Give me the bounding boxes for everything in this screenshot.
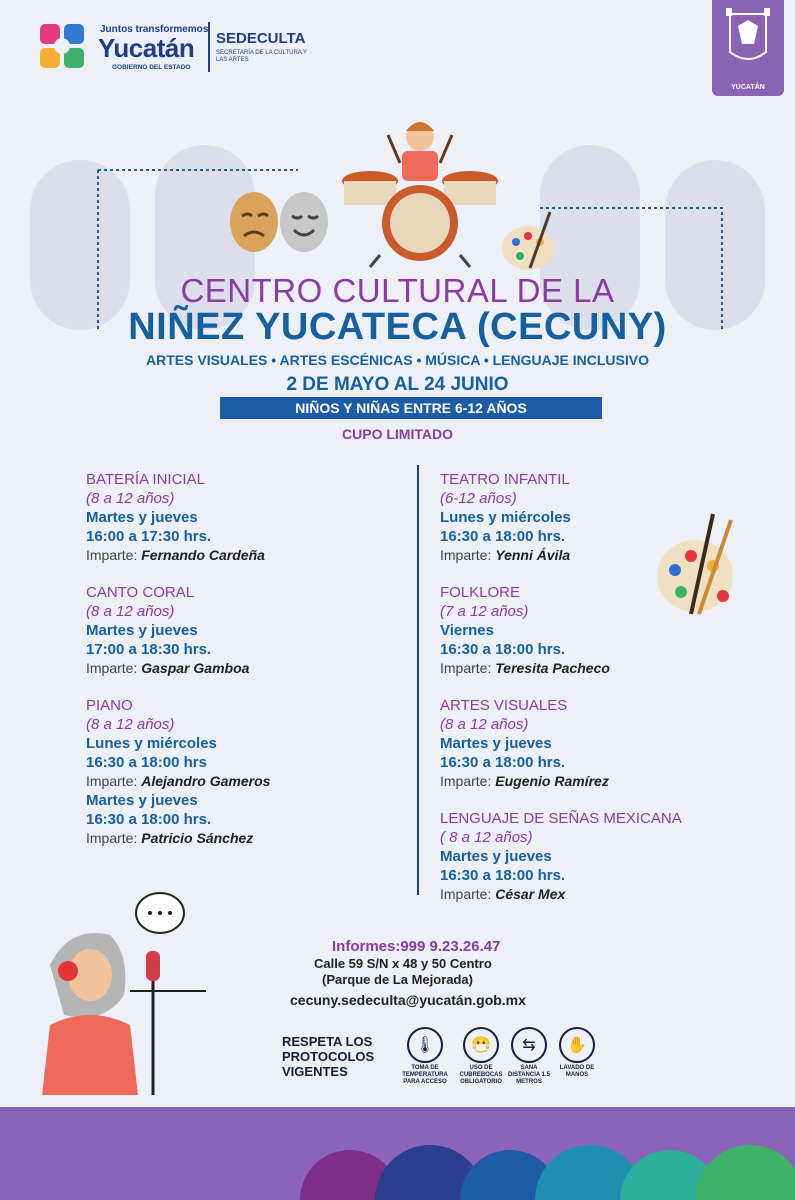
bottom-decoration <box>0 1095 795 1200</box>
course-teacher: Imparte: Alejandro Gameros <box>86 773 271 789</box>
gov-small-text: Juntos transformemos <box>100 24 209 35</box>
mask-icon: 😷 <box>463 1027 499 1063</box>
sedeculta-subtitle: SECRETARÍA DE LA CULTURA Y LAS ARTES <box>216 50 307 63</box>
yucatan-crest <box>712 0 784 96</box>
course-time: 16:30 a 18:00 hrs. <box>440 754 566 771</box>
course-name: ARTES VISUALES <box>440 697 568 714</box>
course-age: (7 a 12 años) <box>440 603 529 620</box>
course-time-2: 16:30 a 18:00 hrs. <box>86 811 212 828</box>
courses-left <box>86 470 406 866</box>
course-name: PIANO <box>86 697 133 714</box>
course <box>440 583 760 678</box>
course-name: FOLKLORE <box>440 584 521 601</box>
course-age: (8 a 12 años) <box>86 490 175 507</box>
protocols-title: RESPETA LOS PROTOCOLOS VIGENTES <box>282 1034 375 1079</box>
paint-palette-icon <box>500 208 560 278</box>
protocol-distance: ⇆ SANA DISTANCIA 1.5 METROS <box>506 1027 552 1086</box>
contact-email[interactable]: cecuny.sedeculta@yucatán.gob.mx <box>290 992 526 1008</box>
dates: 2 DE MAYO AL 24 JUNIO <box>286 374 509 395</box>
course-days: Martes y jueves <box>440 848 552 865</box>
course-days: Lunes y miércoles <box>440 509 571 526</box>
course-name: TEATRO INFANTIL <box>440 471 570 488</box>
sedeculta-name: SEDECULTA <box>216 30 306 47</box>
course-teacher: Imparte: Yenni Ávila <box>440 547 571 563</box>
header <box>0 0 795 100</box>
course-days: Martes y jueves <box>86 509 198 526</box>
crest-icon <box>712 0 784 80</box>
course-age: (6-12 años) <box>440 490 517 507</box>
course-days: Lunes y miércoles <box>86 735 217 752</box>
contact-address: Calle 59 S/N x 48 y 50 Centro <box>314 956 492 971</box>
course <box>86 583 406 678</box>
course-teacher: Imparte: César Mex <box>440 886 566 902</box>
protocol-mask: 😷 USO DE CUBREBOCAS OBLIGATORIO <box>458 1027 504 1086</box>
gov-subtitle: GOBIERNO DEL ESTADO <box>112 64 191 71</box>
gov-name: Yucatán <box>98 33 195 63</box>
course-teacher: Imparte: Teresita Pacheco <box>440 660 610 676</box>
course-name: CANTO CORAL <box>86 584 195 601</box>
course-days: Martes y jueves <box>86 622 198 639</box>
course <box>86 696 406 848</box>
singer-illustration <box>20 885 230 1095</box>
course-age: (8 a 12 años) <box>86 603 175 620</box>
course-name: BATERÍA INICIAL <box>86 471 205 488</box>
course-time: 16:30 a 18:00 hrs <box>86 754 207 771</box>
course-age: (8 a 12 años) <box>86 716 175 733</box>
drummer-illustration <box>340 115 500 270</box>
contact-address-note: (Parque de La Mejorada) <box>322 972 473 987</box>
ages-band: NIÑOS Y NIÑAS ENTRE 6-12 AÑOS <box>295 400 527 416</box>
course-time: 17:00 a 18:30 hrs. <box>86 641 212 658</box>
course-name: LENGUAJE DE SEÑAS MEXICANA <box>440 810 682 827</box>
course-days: Viernes <box>440 622 494 639</box>
course <box>440 470 760 565</box>
limited-capacity: CUPO LIMITADO <box>342 426 453 442</box>
disciplines: ARTES VISUALES • ARTES ESCÉNICAS • MÚSICA • LENGUAJE INCLUSIVO <box>146 352 649 368</box>
course-time: 16:00 a 17:30 hrs. <box>86 528 212 545</box>
contact-phone: Informes:999 9.23.26.47 <box>332 938 501 955</box>
distance-icon: ⇆ <box>511 1027 547 1063</box>
course-teacher: Imparte: Eugenio Ramírez <box>440 773 609 789</box>
protocol-handwash: ✋ LAVADO DE MANOS <box>554 1027 600 1079</box>
course <box>86 470 406 565</box>
course-days-2: Martes y jueves <box>86 792 198 809</box>
title-line1: CENTRO CULTURAL DE LA <box>180 272 615 309</box>
course-age: ( 8 a 12 años) <box>440 829 533 846</box>
course <box>440 696 760 791</box>
course-days: Martes y jueves <box>440 735 552 752</box>
course <box>440 809 760 904</box>
theater-masks-icon <box>224 188 334 258</box>
course-teacher: Imparte: Gaspar Gamboa <box>86 660 250 676</box>
column-divider <box>417 465 419 895</box>
course-teacher-2: Imparte: Patricio Sánchez <box>86 830 254 846</box>
course-teacher: Imparte: Fernando Cardeña <box>86 547 265 563</box>
title-line2: NIÑEZ YUCATECA (CECUNY) <box>128 306 667 348</box>
course-time: 16:30 a 18:00 hrs. <box>440 528 566 545</box>
crest-label: YUCATÁN <box>731 84 765 91</box>
course-age: (8 a 12 años) <box>440 716 529 733</box>
handwash-icon: ✋ <box>559 1027 595 1063</box>
courses-right <box>440 470 760 922</box>
header-divider <box>208 22 210 72</box>
protocol-temperature: 🌡 TOMA DE TEMPERATURA PARA ACCESO <box>402 1027 448 1086</box>
course-time: 16:30 a 18:00 hrs. <box>440 641 566 658</box>
course-time: 16:30 a 18:00 hrs. <box>440 867 566 884</box>
yucatan-logo-icon <box>36 20 88 72</box>
thermometer-icon: 🌡 <box>407 1027 443 1063</box>
